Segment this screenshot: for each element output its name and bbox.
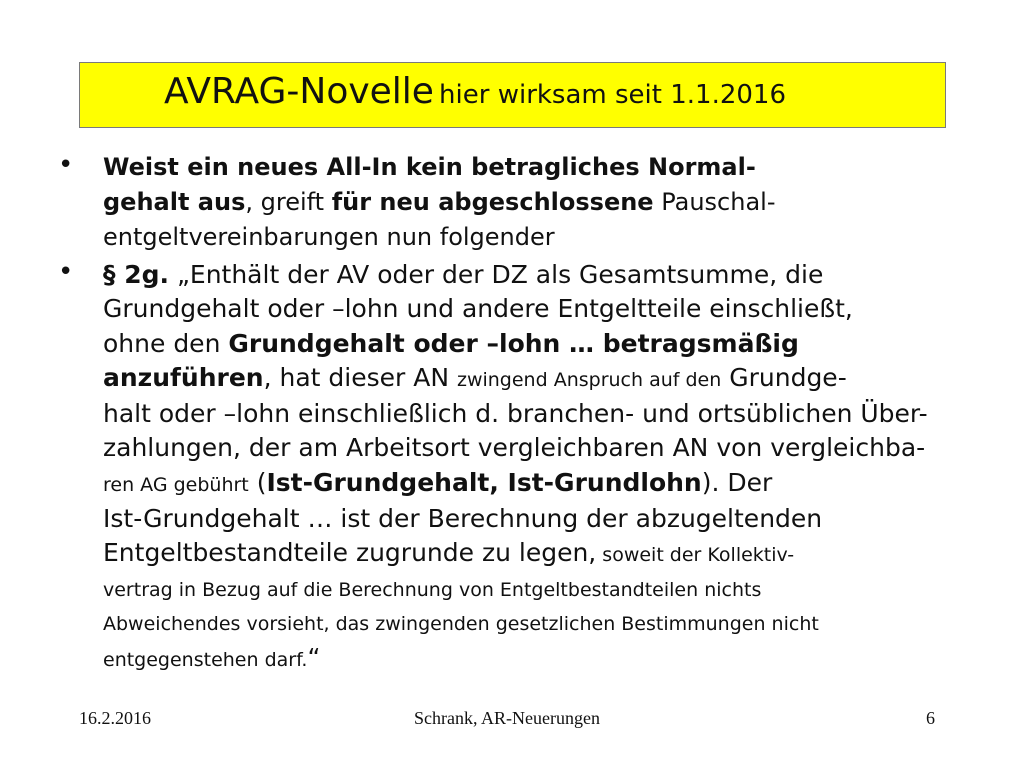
bullet-2-line-2: Grundgehalt oder –lohn und andere Entgeltteile einschließt,: [103, 294, 853, 324]
text: Pauschal-: [653, 188, 776, 216]
small-text: ren AG gebührt: [103, 473, 249, 496]
slide-title: [164, 71, 786, 112]
bold-text: Ist-Grundgehalt, Ist-Grundlohn: [266, 467, 702, 497]
bullet-2-line-9: [103, 536, 973, 572]
text: Grundge-: [721, 362, 847, 392]
bullet-1-line-1: [103, 150, 973, 185]
title-sub: hier wirksam seit 1.1.2016: [439, 80, 787, 110]
bullet-1: [103, 150, 973, 255]
bold-text: für neu abgeschlossene: [331, 188, 654, 216]
footer-page-number: 6: [926, 708, 935, 728]
text: Entgeltbestandteile zugrunde zu legen,: [103, 538, 597, 568]
bullet-1-line-3: entgeltvereinbarungen nun folgender: [103, 223, 555, 251]
title-main: AVRAG-Novelle: [164, 71, 434, 112]
bold-text: gehalt aus: [103, 188, 246, 216]
small-text: entgegenstehen darf.: [103, 649, 308, 672]
bullet-2-line-1: [103, 258, 973, 292]
bullet-marker-1: •: [58, 150, 74, 180]
bold-text: § 2g.: [103, 260, 169, 289]
slide-title-box: [79, 62, 946, 128]
bullet-2: [103, 258, 973, 678]
bullet-2-line-8: Ist-Grundgehalt … ist der Berechnung der abzugeltenden: [103, 504, 823, 534]
bullet-2-line-7: [103, 466, 973, 502]
text: ). Der: [701, 467, 773, 497]
bold-text: anzuführen: [103, 362, 264, 392]
text: , greift: [245, 188, 332, 216]
bullet-2-line-3: [103, 327, 973, 361]
bullet-1-line-2: [103, 185, 973, 220]
bullet-2-line-6: zahlungen, der am Arbeitsort vergleichbaren AN von vergleichba-: [103, 433, 926, 463]
bullet-2-line-10: vertrag in Bezug auf die Berechnung von Entgeltbestandteilen nichts: [103, 578, 762, 601]
bullet-2-line-12: [103, 641, 973, 677]
bullet-marker-2: •: [58, 257, 74, 287]
footer-author: Schrank, AR-Neuerungen: [414, 708, 600, 728]
closing-quote: “: [307, 643, 321, 673]
text: „Enthält der AV oder der DZ als Gesamtsumme, die: [169, 260, 824, 289]
text: ohne den: [103, 328, 229, 358]
bullet-2-line-5: halt oder –lohn einschließlich d. branchen- und ortsüblichen Über-: [103, 399, 928, 429]
bold-text: Grundgehalt oder –lohn … betragsmäßig: [228, 328, 799, 358]
small-text: zwingend Anspruch auf den: [456, 368, 722, 391]
text: (: [248, 467, 267, 497]
bold-text: Weist ein neues All-In kein betragliches Normal-: [103, 153, 756, 181]
text: , hat dieser AN: [263, 362, 457, 392]
footer-date: 16.2.2016: [79, 708, 151, 728]
small-text: soweit der Kollektiv-: [596, 544, 795, 567]
bullet-2-line-4: [103, 361, 973, 397]
bullet-2-line-11: Abweichendes vorsieht, das zwingenden gesetzlichen Bestimmungen nicht: [103, 612, 819, 635]
